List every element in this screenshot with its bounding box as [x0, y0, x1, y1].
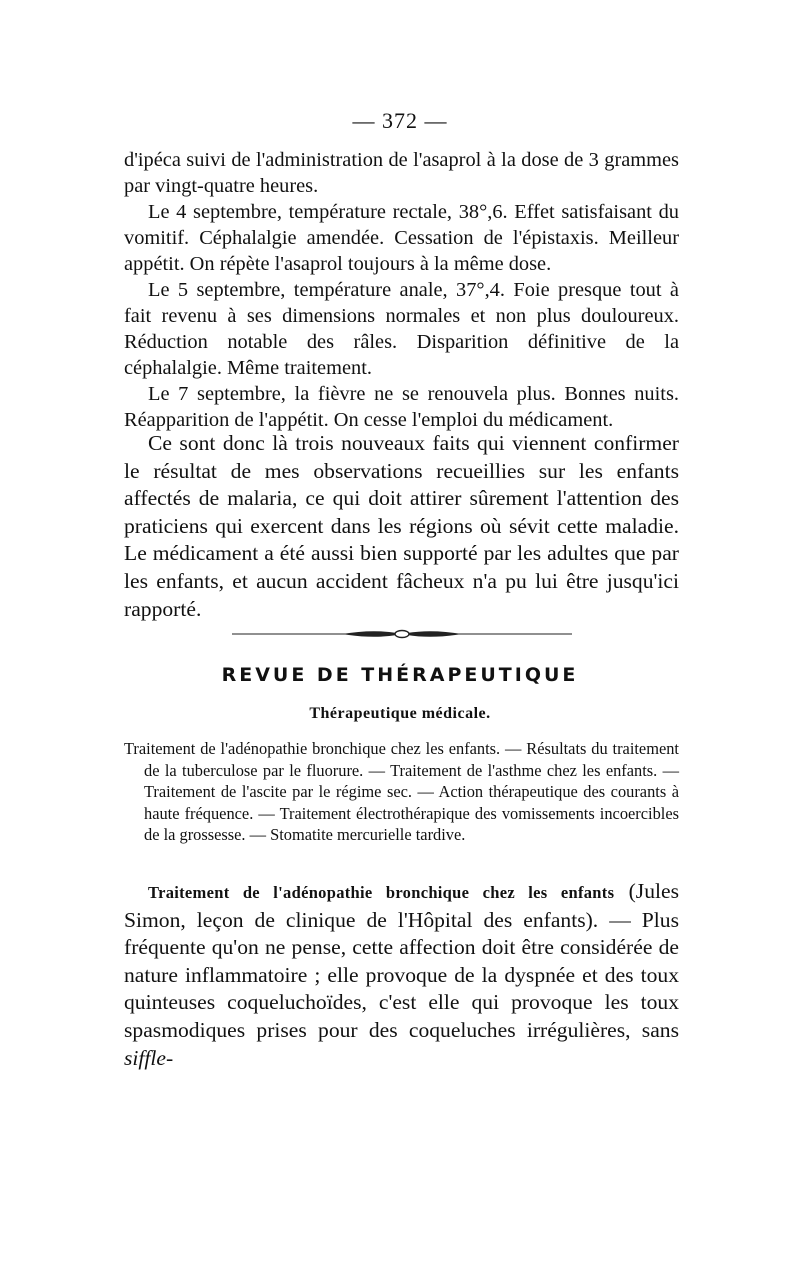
page-number: — 372 — — [352, 108, 448, 133]
conclusion-block — [124, 430, 679, 623]
section-summary: Traitement de l'adénopathie bronchique chez les enfants. — Résultats du traitement de la tuberculose par le fluorure. — Traitement de l'asthme chez les enfants. — Traitement de l'ascite par le régime sec. — Action thérapeutique des courants à haute fréquence. — Traitement électrothérapique des vomissements incoercibles de la grossesse. — Stomatite mercurielle tardive. — [124, 739, 679, 844]
subsection-title: Thérapeutique médicale. — [309, 705, 491, 722]
article-body: (Jules Simon, leçon de clinique de l'Hôpital des enfants). — Plus fréquente qu'on ne pense, cette affection doit être considérée de nature inflammatoire ; elle provoque de la dyspnée et des toux quinteuses coqueluchoïdes, c'est elle qui provoque les toux spasmodiques prises pour des coqueluches irrégulières, sans — [124, 879, 679, 1042]
article-trailing-word: siffle- — [124, 1045, 174, 1070]
section-title: REVUE DE THÉRAPEUTIQUE — [221, 664, 579, 686]
section-divider-ornament — [232, 628, 572, 640]
article-block — [124, 878, 679, 1072]
conclusion-paragraph: Ce sont donc là trois nouveaux faits qui viennent confirmer le résultat de mes observations recueillies sur les enfants affectés de malaria, ce qui doit attirer sûrement l'attention des praticiens qui exercent dans les régions où sévit cette maladie. Le médicament a été aussi bien supporté par les adultes que par les enfants, et aucun accident fâcheux n'a pu lui être jusqu'ici rapporté. — [124, 431, 679, 621]
entry-paragraph: Le 4 septembre, température rectale, 38°,6. Effet satisfaisant du vomitif. Céphalalgie amendée. Cessation de l'épistaxis. Meilleur appétit. On répète l'asaprol toujours à la même dose. — [124, 201, 679, 275]
entry-paragraph: Le 5 septembre, température anale, 37°,4. Foie presque tout à fait revenu à ses dimensions normales et non plus douloureux. Réduction notable des râles. Disparition définitive de la céphalalgie. Même traitement. — [124, 279, 679, 379]
article-paragraph — [124, 878, 679, 1072]
article-heading: Traitement de l'adénopathie bronchique chez les enfants — [148, 883, 615, 902]
entry-paragraph: Le 7 septembre, la fièvre ne se renouvela plus. Bonnes nuits. Réapparition de l'appétit. On cesse l'emploi du médicament. — [124, 383, 679, 431]
continuation-paragraph: d'ipéca suivi de l'administration de l'asaprol à la dose de 3 grammes par vingt-quatre heures. — [124, 149, 679, 197]
case-report-block — [124, 147, 679, 433]
